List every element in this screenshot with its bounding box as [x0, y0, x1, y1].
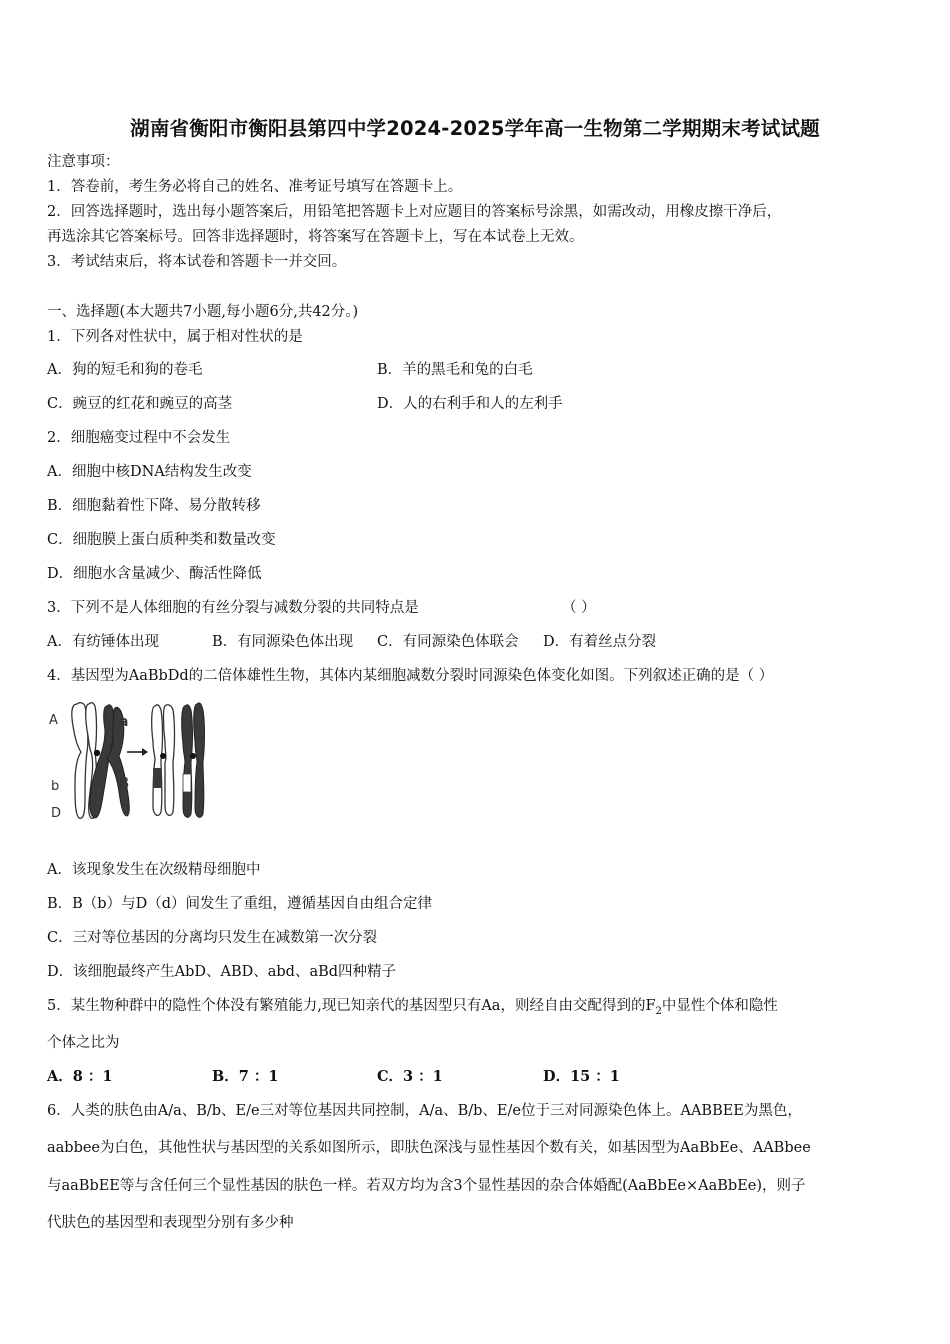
- q5-option-d: D．15 ：1: [543, 1068, 620, 1085]
- crossover-arrow: [127, 748, 148, 756]
- q2-option-b: B．细胞黏着性下降、易分散转移: [47, 498, 261, 514]
- q3-answer-bracket: （ ）: [562, 600, 596, 616]
- q5-option-b: B．7 ：1: [212, 1068, 279, 1085]
- chromosome-figure: [47, 696, 217, 826]
- q5-stem-part-1: 5．某生物种群中的隐性个体没有繁殖能力,现已知亲代的基因型只有Aa，则经自由交配得到的F: [47, 998, 656, 1014]
- q4-option-a: A．该现象发生在次级精母细胞中: [47, 862, 261, 878]
- chromosome-pair-after: [152, 703, 205, 817]
- q1-option-d: D．人的右利手和人的左利手: [377, 396, 563, 412]
- label-d: d: [121, 799, 131, 817]
- q2-stem: 2．细胞癌变过程中不会发生: [47, 430, 231, 446]
- q5-stem-cont: 个体之比为: [47, 1035, 120, 1051]
- q3-option-d: D．有着丝点分裂: [543, 634, 657, 650]
- q6-line-4: 代肤色的基因型和表现型分别有多少种: [47, 1215, 294, 1231]
- q5-stem: [47, 996, 778, 1022]
- q5-option-c: C．3 ：1: [377, 1068, 443, 1085]
- note-2a: 2．回答选择题时，选出每小题答案后，用铅笔把答题卡上对应题目的答案标号涂黑，如需改动，用橡皮擦干净后，: [47, 204, 782, 220]
- q2-option-c: C．细胞膜上蛋白质种类和数量改变: [47, 532, 276, 548]
- label-a: a: [119, 714, 129, 730]
- q3-option-c: C．有同源染色体联会: [377, 634, 519, 650]
- q4-option-d: D．该细胞最终产生AbD、ABD、abd、aBd四种精子: [47, 964, 397, 980]
- q4-option-b: B．B（b）与D（d）间发生了重组，遵循基因自由组合定律: [47, 896, 432, 912]
- page-title: 湖南省衡阳市衡阳县第四中学2024-2025学年高一生物第二学期期末考试试题: [130, 117, 820, 140]
- note-3: 3．考试结束后，将本试卷和答题卡一并交回。: [47, 254, 347, 270]
- label-A: A: [49, 713, 58, 728]
- notes-heading: 注意事项：: [47, 154, 120, 170]
- q4-stem: 4．基因型为AaBbDd的二倍体雄性生物，其体内某细胞减数分裂时同源染色体变化如图。下列叙述正确的是（ ）: [47, 668, 774, 684]
- q5-subscript: 2: [655, 1005, 662, 1017]
- q3-stem: 3．下列不是人体细胞的有丝分裂与减数分裂的共同特点是: [47, 600, 419, 616]
- q1-option-b: B．羊的黑毛和兔的白毛: [377, 362, 533, 378]
- section-heading: 一、选择题(本大题共7小题,每小题6分,共42分。): [47, 304, 359, 320]
- q1-stem: 1．下列各对性状中，属于相对性状的是: [47, 329, 303, 345]
- q1-option-a: A．狗的短毛和狗的卷毛: [47, 362, 203, 378]
- q2-option-d: D．细胞水含量减少、酶活性降低: [47, 566, 262, 582]
- note-1: 1．答卷前，考生务必将自己的姓名、准考证号填写在答题卡上。: [47, 179, 463, 195]
- q4-option-c: C．三对等位基因的分离均只发生在减数第一次分裂: [47, 930, 378, 946]
- q1-option-c: C．豌豆的红花和豌豆的高茎: [47, 396, 233, 412]
- label-D: D: [51, 806, 62, 821]
- label-b: b: [51, 779, 60, 794]
- q5-stem-part-2: 中显性个体和隐性: [661, 998, 778, 1014]
- note-2b: 再选涂其它答案标号。回答非选择题时，将答案写在答题卡上，写在本试卷上无效。: [47, 229, 584, 245]
- q6-line-1: 6．人类的肤色由A/a、B/b、E/e三对等位基因共同控制，A/a、B/b、E/e位于三对同源染色体上。AABBEE为黑色，: [47, 1103, 802, 1119]
- q5-option-a: A．8 ：1: [47, 1068, 113, 1085]
- q2-option-a: A．细胞中核DNA结构发生改变: [47, 464, 252, 480]
- label-B: B: [119, 774, 130, 792]
- q6-line-2: aabbee为白色，其他性状与基因型的关系如图所示，即肤色深浅与显性基因个数有关，如基因型为AaBbEe、AABbee: [47, 1140, 811, 1156]
- q3-option-a: A．有纺锤体出现: [47, 634, 159, 650]
- q3-option-b: B．有同源染色体出现: [212, 634, 354, 650]
- q6-line-3: 与aaBbEE等与含任何三个显性基因的肤色一样。若双方均为含3个显性基因的杂合体婚配(AaBbEe×AaBbEe)，则子: [47, 1178, 806, 1194]
